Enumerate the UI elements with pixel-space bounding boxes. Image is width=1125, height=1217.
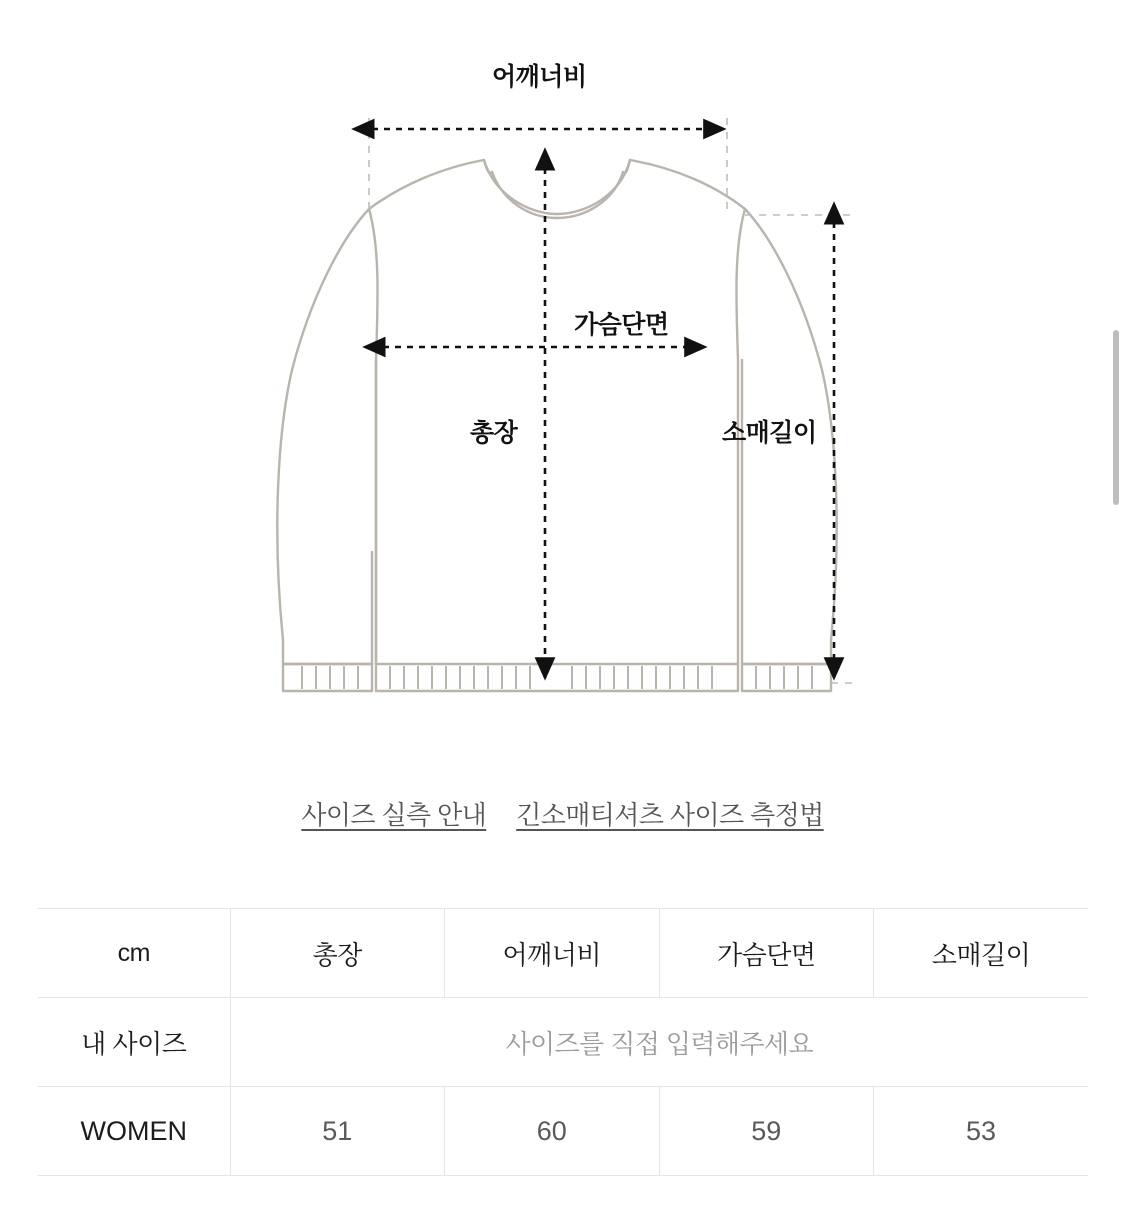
my-size-input-placeholder[interactable]: 사이즈를 직접 입력해주세요 [230, 998, 1088, 1087]
vertical-scrollbar-thumb[interactable] [1113, 330, 1119, 505]
cell-women-total-length: 51 [230, 1087, 445, 1176]
link-longsleeve-measurement-method[interactable]: 긴소매티셔츠 사이즈 측정법 [516, 800, 824, 830]
row-label-women: WOMEN [38, 1087, 230, 1176]
table-header-unit: cm [38, 909, 230, 998]
table-row [38, 1087, 1088, 1176]
cell-women-sleeve-length: 53 [874, 1087, 1089, 1176]
table-header-chest-width: 가슴단면 [659, 909, 874, 998]
size-guide-links [0, 795, 1125, 832]
link-size-measurement-guide[interactable]: 사이즈 실측 안내 [301, 800, 487, 830]
dimension-label-total-length: 총장 [470, 419, 518, 447]
table-header-sleeve-length: 소매길이 [874, 909, 1089, 998]
dimension-label-chest-width: 가슴단면 [574, 311, 669, 339]
cell-women-chest-width: 59 [659, 1087, 874, 1176]
size-table [38, 908, 1088, 1176]
table-header-total-length: 총장 [230, 909, 445, 998]
table-header-shoulder-width: 어깨너비 [445, 909, 660, 998]
table-header-row [38, 909, 1088, 998]
table-row[interactable] [38, 998, 1088, 1087]
cell-women-shoulder-width: 60 [445, 1087, 660, 1176]
row-label-my-size: 내 사이즈 [38, 998, 230, 1087]
vertical-scrollbar-track[interactable] [1113, 0, 1121, 1217]
dimension-label-sleeve-length: 소매길이 [722, 419, 817, 447]
dimension-label-shoulder-width: 어깨너비 [492, 63, 587, 91]
